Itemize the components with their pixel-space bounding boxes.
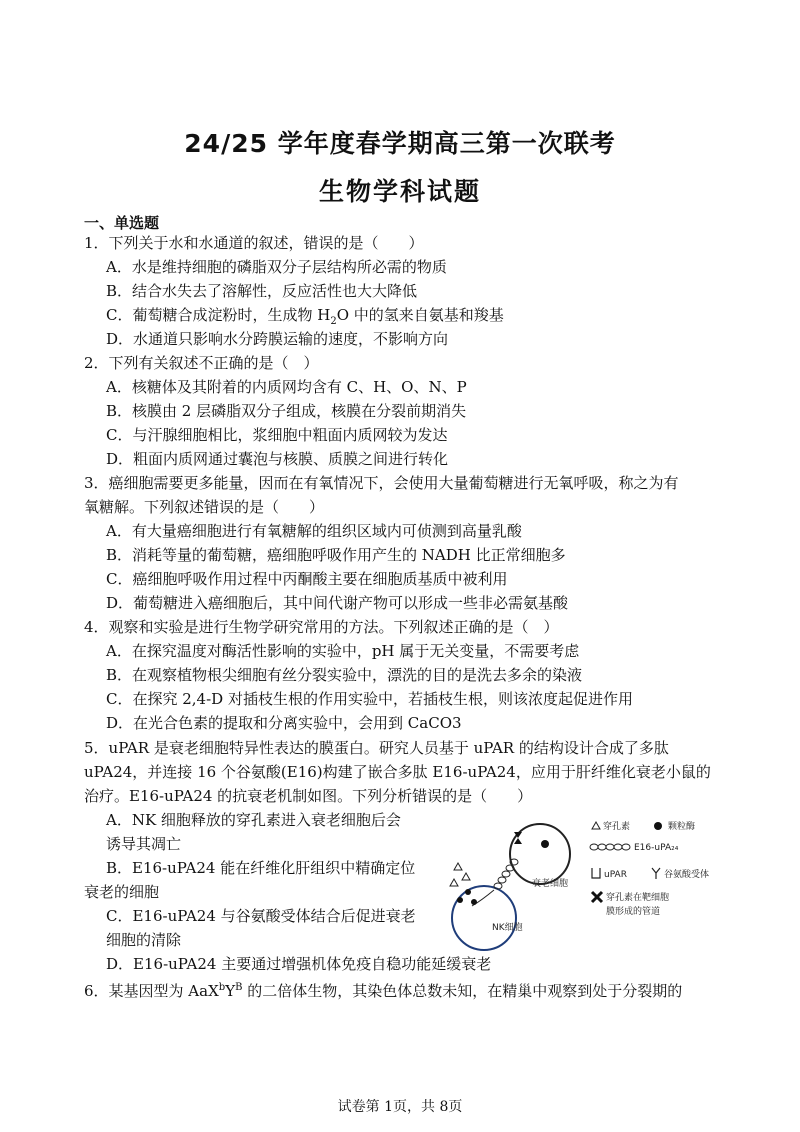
page-footer: 试卷第 1页，共 8页 <box>337 1099 463 1115</box>
question-5-stem-line2: uPA24，并连接 16 个谷氨酸(E16)构建了嵌合多肽 E16-uPA24，应用于肝纤维化衰老小鼠的 <box>84 763 711 781</box>
question-3-stem-line1: 3．癌细胞需要更多能量，因而在有氧情况下，会使用大量葡萄糖进行无氧呼吸，称之为有 <box>84 474 679 492</box>
anti-aging-mechanism-diagram <box>432 806 718 958</box>
peptide-chain <box>494 859 518 889</box>
question-2-option-a: A．核糖体及其附着的内质网均含有 C、H、O、N、P <box>106 378 467 396</box>
question-5-option-c-line1: C．E16-uPA24 与谷氨酸受体结合后促进衰老 <box>106 907 416 925</box>
question-5-option-d: D．E16-uPA24 主要通过增强机体免疫自稳功能延缓衰老 <box>106 955 492 973</box>
diagram-legend <box>590 820 709 917</box>
question-4-option-c: C．在探究 2,4-D 对插枝生根的作用实验中，若插枝生根，则该浓度起促进作用 <box>106 690 633 708</box>
pore-legend-icon <box>592 892 602 902</box>
question-4-stem: 4．观察和实验是进行生物学研究常用的方法。下列叙述正确的是（ ） <box>84 618 559 636</box>
question-3-stem-line2: 氧糖解。下列叙述错误的是（ ） <box>84 498 325 516</box>
q6-text-y: Y <box>225 982 236 1000</box>
question-4-option-a: A．在探究温度对酶活性影响的实验中，pH 属于无关变量，不需要考虑 <box>106 642 580 660</box>
granzyme-dots <box>457 889 477 905</box>
nk-cell <box>452 886 516 950</box>
receptor-icon <box>652 868 660 879</box>
q6-superscript-b: b <box>218 982 226 993</box>
question-2-stem: 2．下列有关叙述不正确的是（ ） <box>84 354 319 372</box>
question-3-option-b: B．消耗等量的葡萄糖，癌细胞呼吸作用产生的 NADH 比正常细胞多 <box>106 546 566 564</box>
option-c-text-post: O 中的氢来自氨基和羧基 <box>336 306 504 324</box>
nk-cell-label: NK细胞 <box>492 923 523 933</box>
question-3-option-d: D．葡萄糖进入癌细胞后，其中间代谢产物可以形成一些非必需氨基酸 <box>106 594 569 612</box>
option-c-text-pre: C．葡萄糖合成淀粉时，生成物 H <box>106 306 331 324</box>
senescent-cell-label: 衰老细胞 <box>532 879 569 889</box>
legend-receptor: 谷氨酸受体 <box>664 870 710 880</box>
question-5-option-a-line1: A．NK 细胞释放的穿孔素进入衰老细胞后会 <box>106 811 401 829</box>
question-5-option-b-line1: B．E16-uPA24 能在纤维化肝组织中精确定位 <box>106 859 416 877</box>
legend-perforin: 穿孔素 <box>603 822 631 832</box>
question-5-stem-line3: 治疗。E16-uPA24 的抗衰老机制如图。下列分析错误的是（ ） <box>84 787 533 805</box>
subscript-2: 2 <box>330 316 337 327</box>
perforin-icon <box>592 822 600 829</box>
legend-granzyme: 颗粒酶 <box>668 822 696 832</box>
legend-upar: uPAR <box>604 870 627 880</box>
question-2-option-d: D．粗面内质网通过囊泡与核膜、质膜之间进行转化 <box>106 450 449 468</box>
legend-pore-line1: 穿孔素在靶细胞 <box>606 893 670 903</box>
granzyme-icon <box>654 822 662 830</box>
question-4-option-b: B．在观察植物根尖细胞有丝分裂实验中，漂洗的目的是洗去多余的染液 <box>106 666 583 684</box>
question-5-option-b-line2: 衰老的细胞 <box>84 883 160 901</box>
granzyme-dot <box>541 840 549 848</box>
legend-peptide: E16-uPA₂₄ <box>634 843 679 853</box>
upar-icon <box>592 868 600 878</box>
q6-text-pre: 6．某基因型为 AaX <box>84 982 219 1000</box>
legend-pore-line2: 膜形成的管道 <box>606 907 661 917</box>
question-2-option-b: B．核膜由 2 层磷脂双分子组成，核膜在分裂前期消失 <box>106 402 467 420</box>
question-5-option-a-line2: 诱导其凋亡 <box>106 835 182 853</box>
exam-title: 24/25 学年度春学期高三第一次联考 <box>184 129 616 158</box>
q6-superscript-B: B <box>235 982 243 993</box>
question-3-option-a: A．有大量癌细胞进行有氧糖解的组织区域内可侦测到高量乳酸 <box>106 522 522 540</box>
question-1-option-d: D．水通道只影响水分跨膜运输的速度，不影响方向 <box>106 330 449 348</box>
question-1-option-a: A．水是维持细胞的磷脂双分子层结构所必需的物质 <box>106 258 447 276</box>
question-1-stem: 1．下列关于水和水通道的叙述，错误的是（ ） <box>84 234 424 252</box>
exam-subject-title: 生物学科试题 <box>318 177 481 206</box>
section-heading: 一、单选题 <box>84 214 160 232</box>
question-2-option-c: C．与汗腺细胞相比，浆细胞中粗面内质网较为发达 <box>106 426 448 444</box>
question-5-stem-line1: 5．uPAR 是衰老细胞特异性表达的膜蛋白。研究人员基于 uPAR 的结构设计合成了多肽 <box>84 739 669 757</box>
question-1-option-c <box>106 305 504 332</box>
question-1-option-b: B．结合水失去了溶解性，反应活性也大大降低 <box>106 282 418 300</box>
question-6-stem <box>84 978 682 1001</box>
perforin-triangles <box>450 863 470 886</box>
q6-text-post: 的二倍体生物，其染色体总数未知，在精巢中观察到处于分裂期的 <box>242 982 683 1000</box>
question-4-option-d: D．在光合色素的提取和分离实验中，会用到 CaCO3 <box>106 714 462 732</box>
peptide-icon <box>590 844 630 850</box>
question-3-option-c: C．癌细胞呼吸作用过程中丙酮酸主要在细胞质基质中被利用 <box>106 570 508 588</box>
question-5-option-c-line2: 细胞的清除 <box>106 931 182 949</box>
